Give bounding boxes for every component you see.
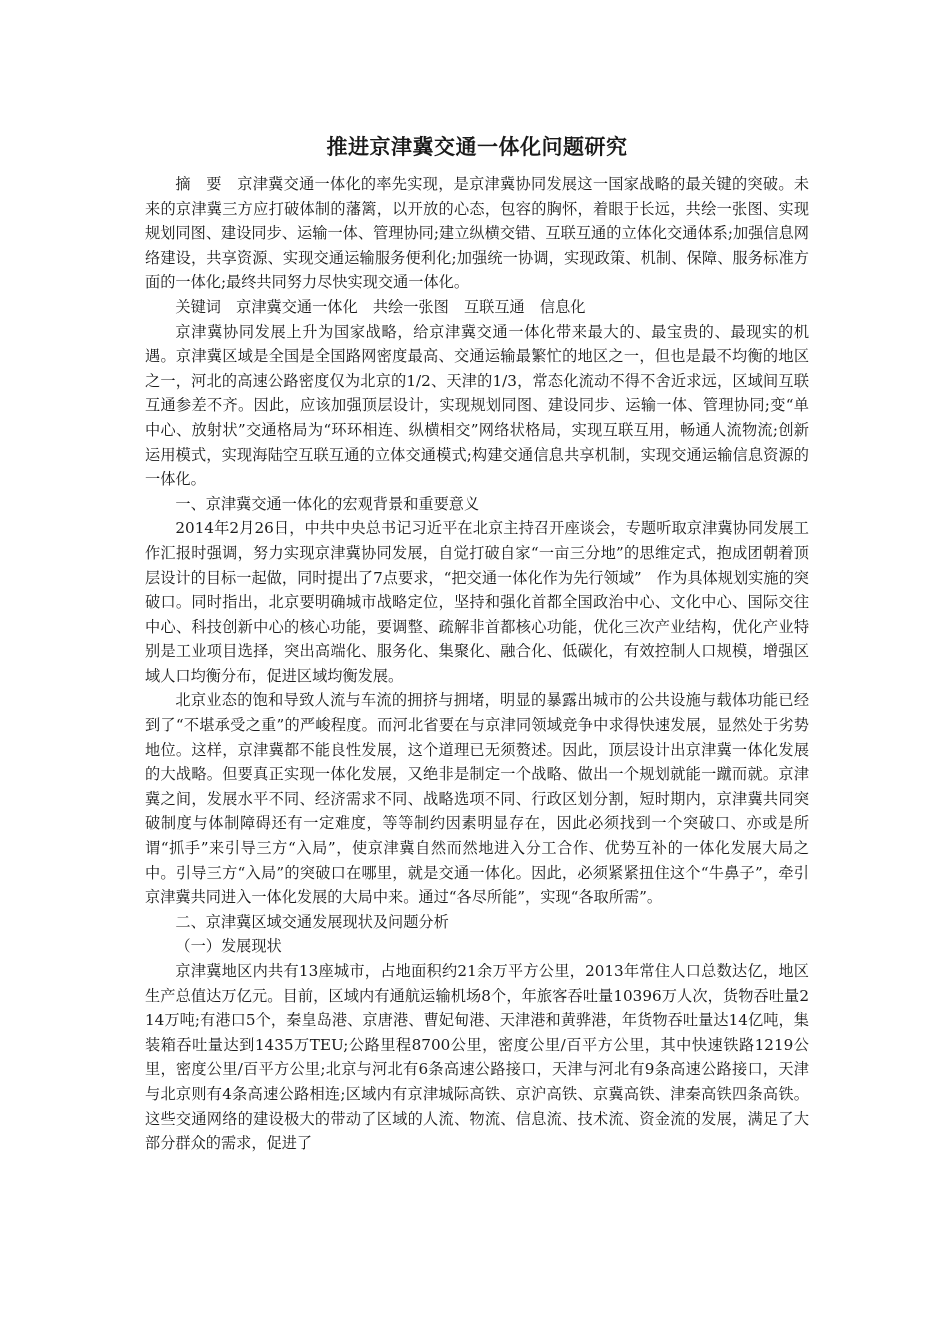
section-1-paragraph-2: 北京业态的饱和导致人流与车流的拥挤与拥堵，明显的暴露出城市的公共设施与载体功能已经到了“不堪承受之重”的严峻程度。而河北省要在与京津同领域竞争中求得快速发展，显然处于劣势地位。这样，京津冀都不能良性发展，这个道理已无须赘述。因此，顶层设计出京津冀一体化发展的大战略。但要真正实现一体化发展，又绝非是制定一个战略、做出一个规划就能一蹴而就。京津冀之间，发展水平不同、经济需求不同、战略选项不同、行政区划分割，短时期内，京津冀共同突破制度与体制障碍还有一定难度，等等制约因素明显存在，因此必须找到一个突破口、亦或是所谓“抓手”来引导三方“入局”，使京津冀自然而然地进入分工合作、优势互补的一体化发展大局之中。引导三方“入局”的突破口在哪里，就是交通一体化。因此，必须紧紧扭住这个“牛鼻子”，牵引京津冀共同进入一体化发展的大局中来。通过“各尽所能”，实现“各取所需”。 bbox=[145, 691, 809, 907]
section-2-paragraph-1: 京津冀地区内共有13座城市，占地面积约21余万平方公里，2013年常住人口总数达亿，地区生产总值达万亿元。目前，区域内有通航运输机场8个，年旅客吞吐量10396万人次，货物吞吐量214万吨;有港口5个，秦皇岛港、京唐港、曹妃甸港、天津港和黄骅港，年货物吞吐量达14亿吨，集装箱吞吐量达到1435万TEU;公路里程8700公里，密度公里/百平方公里，其中快速铁路1219公里，密度公里/百平方公里;北京与河北有6条高速公路接口，天津与河北有9条高速公路接口，天津与北京则有4条高速公路相连;区域内有京津城际高铁、京沪高铁、京冀高铁、津秦高铁四条高铁。这些交通网络的建设极大的带动了区域的人流、物流、信息流、技术流、资金流的发展，满足了大部分群众的需求，促进了 bbox=[145, 962, 809, 1153]
section-2-subheading-1: （一）发展现状 bbox=[175, 937, 282, 956]
section-2-heading: 二、京津冀区域交通发展现状及问题分析 bbox=[175, 912, 449, 931]
keywords-paragraph: 关键词 京津冀交通一体化 共绘一张图 互联互通 信息化 bbox=[175, 297, 586, 316]
document-page bbox=[145, 132, 809, 1156]
abstract-paragraph: 摘 要 京津冀交通一体化的率先实现，是京津冀协同发展这一国家战略的最关键的突破。未来的京津冀三方应打破体制的藩篱，以开放的心态，包容的胸怀，着眼于长远，共绘一张图、实现规划同图、建设同步、运输一体、管理协同;建立纵横交错、互联互通的立体化交通体系;加强信息网络建设，共享资源、实现交通运输服务便利化;加强统一协调，实现政策、机制、保障、服务标准方面的一体化;最终共同努力尽快实现交通一体化。 bbox=[145, 175, 809, 292]
section-1-heading: 一、京津冀交通一体化的宏观背景和重要意义 bbox=[175, 494, 480, 513]
section-1-paragraph-1: 2014年2月26日，中共中央总书记习近平在北京主持召开座谈会，专题听取京津冀协同发展工作汇报时强调，努力实现京津冀协同发展，自觉打破自家“一亩三分地”的思维定式，抱成团朝着顶层设计的目标一起做，同时提出了7点要求，“把交通一体化作为先行领域” 作为具体规划实施的突破口。同时指出，北京要明确城市战略定位，坚持和强化首都全国政治中心、文化中心、国际交往中心、科技创新中心的核心功能，要调整、疏解非首都核心功能，优化三次产业结构，优化产业特别是工业项目选择，突出高端化、服务化、集聚化、融合化、低碳化，有效控制人口规模，增强区域人口均衡分布，促进区域均衡发展。 bbox=[145, 519, 809, 685]
intro-paragraph: 京津冀协同发展上升为国家战略，给京津冀交通一体化带来最大的、最宝贵的、最现实的机遇。京津冀区域是全国是全国路网密度最高、交通运输最繁忙的地区之一，但也是最不均衡的地区之一，河北的高速公路密度仅为北京的1/2、天津的1/3，常态化流动不得不舍近求远，区域间互联互通参差不齐。因此，应该加强顶层设计，实现规划同图、建设同步、运输一体、管理协同;变“单中心、放射状”交通格局为“环环相连、纵横相交”网络状格局，实现互联互用，畅通人流物流;创新运用模式，实现海陆空互联互通的立体交通模式;构建交通信息共享机制，实现交通运输信息资源的一体化。 bbox=[145, 322, 809, 489]
document-title: 推进京津冀交通一体化问题研究 bbox=[326, 135, 628, 159]
